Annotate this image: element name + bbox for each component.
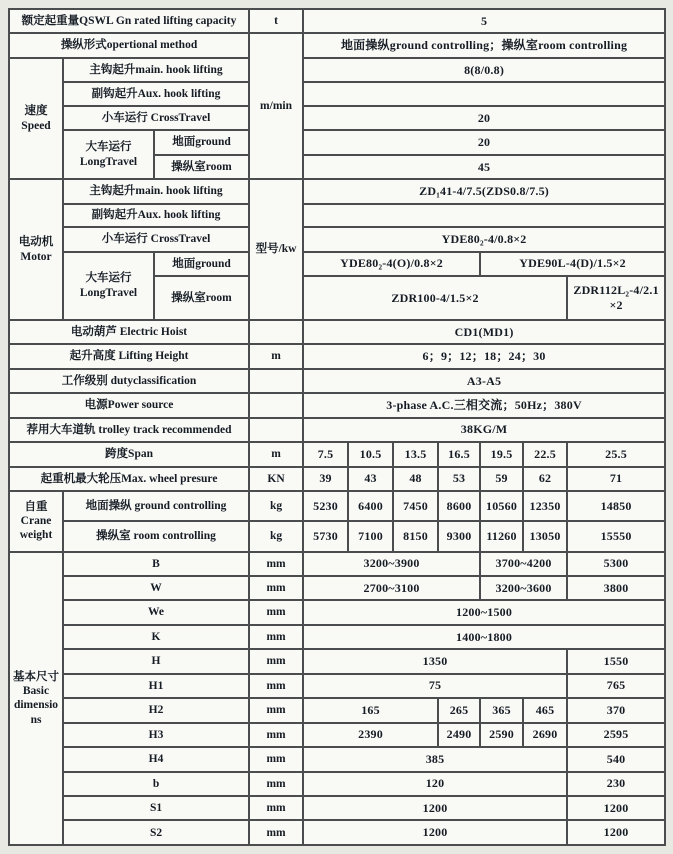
dim-H3-unit: mm xyxy=(249,723,303,747)
dim-H-name: H xyxy=(63,649,249,673)
dim-K-unit: mm xyxy=(249,625,303,649)
power-source-unit xyxy=(249,393,303,417)
electric-hoist-label: 电动葫芦 Electric Hoist xyxy=(9,320,249,344)
dim-B-name: B xyxy=(63,552,249,576)
speed-aux-hook-value xyxy=(303,82,665,106)
motor-room-value-right: ZDR112L₂-4/2.1×2 xyxy=(567,276,665,320)
speed-ground-value: 20 xyxy=(303,130,665,154)
weight-room-value: 9300 xyxy=(438,521,480,551)
crane-spec-table xyxy=(8,8,666,846)
dim-S2-value: 1200 xyxy=(303,820,567,845)
dim-K-value: 1400~1800 xyxy=(303,625,665,649)
weight-room-value: 7100 xyxy=(348,521,393,551)
wheel-pressure-label: 起重机最大轮压Max. wheel presure xyxy=(9,467,249,491)
motor-ground-value-right: YDE90L-4(D)/1.5×2 xyxy=(480,252,665,276)
dim-b-name: b xyxy=(63,772,249,796)
weight-ground-value: 12350 xyxy=(523,491,567,521)
row-motor-aux-hook xyxy=(9,204,665,228)
trolley-track-label: 荐用大车道轨 trolley track recommended xyxy=(9,418,249,442)
row-operational-method xyxy=(9,33,665,57)
dim-H-value: 1350 xyxy=(303,649,567,673)
weight-ground-unit: kg xyxy=(249,491,303,521)
motor-ground-value-left: YDE80₂-4(O)/0.8×2 xyxy=(303,252,480,276)
dim-H4-unit: mm xyxy=(249,747,303,771)
motor-cross-travel-label: 小车运行 CrossTravel xyxy=(63,227,249,251)
weight-ground-value: 8600 xyxy=(438,491,480,521)
electric-hoist-value: CD1(MD1) xyxy=(303,320,665,344)
dim-We-value: 1200~1500 xyxy=(303,600,665,624)
dim-W-unit: mm xyxy=(249,576,303,600)
dimensions-group-label: 基本尺寸 Basic dimensions xyxy=(9,552,63,845)
dim-H1-value: 765 xyxy=(567,674,665,698)
lifting-height-value: 6；9；12；18；24；30 xyxy=(303,344,665,368)
speed-main-hook-label: 主钩起升main. hook lifting xyxy=(63,58,249,82)
row-power-source xyxy=(9,393,665,417)
dim-S1-unit: mm xyxy=(249,796,303,820)
speed-group-label: 速度 Speed xyxy=(9,58,63,179)
speed-cross-travel-value: 20 xyxy=(303,106,665,130)
row-motor-cross-travel xyxy=(9,227,665,251)
motor-group-label: 电动机 Motor xyxy=(9,179,63,320)
dim-B-value: 3200~3900 xyxy=(303,552,480,576)
wheel-pressure-value: 59 xyxy=(480,467,523,491)
wheel-pressure-value: 53 xyxy=(438,467,480,491)
speed-aux-hook-label: 副钩起升Aux. hook lifting xyxy=(63,82,249,106)
dim-H1-value: 75 xyxy=(303,674,567,698)
weight-ground-label: 地面操纵 ground controlling xyxy=(63,491,249,521)
row-dim-H1 xyxy=(9,674,665,698)
dim-H3-name: H3 xyxy=(63,723,249,747)
lifting-height-label: 起升高度 Lifting Height xyxy=(9,344,249,368)
row-motor-long-ground xyxy=(9,252,665,276)
motor-aux-hook-value xyxy=(303,204,665,228)
row-dim-B xyxy=(9,552,665,576)
wheel-pressure-value: 39 xyxy=(303,467,348,491)
dim-H1-name: H1 xyxy=(63,674,249,698)
motor-aux-hook-label: 副钩起升Aux. hook lifting xyxy=(63,204,249,228)
weight-room-value: 8150 xyxy=(393,521,438,551)
dim-S1-value: 1200 xyxy=(303,796,567,820)
dim-B-value: 5300 xyxy=(567,552,665,576)
weight-room-unit: kg xyxy=(249,521,303,551)
dim-H3-value: 2590 xyxy=(480,723,523,747)
rated-capacity-unit: t xyxy=(249,9,303,33)
row-wheel-pressure xyxy=(9,467,665,491)
row-dim-H3 xyxy=(9,723,665,747)
motor-room-label: 操纵室room xyxy=(154,276,249,320)
dim-S2-name: S2 xyxy=(63,820,249,845)
electric-hoist-unit xyxy=(249,320,303,344)
weight-ground-value: 14850 xyxy=(567,491,665,521)
dim-H4-name: H4 xyxy=(63,747,249,771)
dim-B-unit: mm xyxy=(249,552,303,576)
dim-H3-value: 2490 xyxy=(438,723,480,747)
weight-ground-value: 7450 xyxy=(393,491,438,521)
dim-H4-value: 540 xyxy=(567,747,665,771)
row-dim-H4 xyxy=(9,747,665,771)
motor-main-hook-label: 主钩起升main. hook lifting xyxy=(63,179,249,203)
row-dim-We xyxy=(9,600,665,624)
speed-ground-label: 地面ground xyxy=(154,130,249,154)
span-value: 10.5 xyxy=(348,442,393,466)
span-value: 16.5 xyxy=(438,442,480,466)
dim-H2-value: 370 xyxy=(567,698,665,722)
span-label: 跨度Span xyxy=(9,442,249,466)
motor-ground-label: 地面ground xyxy=(154,252,249,276)
dim-K-name: K xyxy=(63,625,249,649)
dim-H3-value: 2390 xyxy=(303,723,438,747)
duty-classification-label: 工作级别 dutyclassification xyxy=(9,369,249,393)
row-duty-classification xyxy=(9,369,665,393)
power-source-value: 3-phase A.C.三相交流；50Hz；380V xyxy=(303,393,665,417)
dim-S2-value: 1200 xyxy=(567,820,665,845)
span-value: 22.5 xyxy=(523,442,567,466)
power-source-label: 电源Power source xyxy=(9,393,249,417)
trolley-track-value: 38KG/M xyxy=(303,418,665,442)
dim-H-unit: mm xyxy=(249,649,303,673)
row-speed-aux-hook xyxy=(9,82,665,106)
row-rated-capacity xyxy=(9,9,665,33)
row-weight-room xyxy=(9,521,665,551)
span-value: 13.5 xyxy=(393,442,438,466)
rated-capacity-value: 5 xyxy=(303,9,665,33)
speed-long-travel-label: 大车运行 LongTravel xyxy=(63,130,154,179)
wheel-pressure-value: 71 xyxy=(567,467,665,491)
wheel-pressure-unit: KN xyxy=(249,467,303,491)
dim-We-name: We xyxy=(63,600,249,624)
wheel-pressure-value: 62 xyxy=(523,467,567,491)
row-weight-ground xyxy=(9,491,665,521)
dim-H2-value: 265 xyxy=(438,698,480,722)
speed-unit: m/min xyxy=(249,33,303,179)
dim-S1-name: S1 xyxy=(63,796,249,820)
dim-H1-unit: mm xyxy=(249,674,303,698)
motor-unit: 型号/kw xyxy=(249,179,303,320)
span-unit: m xyxy=(249,442,303,466)
row-trolley-track xyxy=(9,418,665,442)
dim-H2-value: 165 xyxy=(303,698,438,722)
weight-room-value: 15550 xyxy=(567,521,665,551)
dim-H-value: 1550 xyxy=(567,649,665,673)
dim-B-value: 3700~4200 xyxy=(480,552,567,576)
motor-room-value-left: ZDR100-4/1.5×2 xyxy=(303,276,567,320)
dim-W-name: W xyxy=(63,576,249,600)
row-dim-b xyxy=(9,772,665,796)
dim-H4-value: 385 xyxy=(303,747,567,771)
row-speed-main-hook xyxy=(9,58,665,82)
weight-ground-value: 10560 xyxy=(480,491,523,521)
speed-room-value: 45 xyxy=(303,155,665,179)
dim-H3-value: 2690 xyxy=(523,723,567,747)
operational-method-value: 地面操纵ground controlling；操纵室room controlling xyxy=(303,33,665,57)
lifting-height-unit: m xyxy=(249,344,303,368)
row-dim-K xyxy=(9,625,665,649)
duty-classification-unit xyxy=(249,369,303,393)
row-dim-H2 xyxy=(9,698,665,722)
weight-room-value: 11260 xyxy=(480,521,523,551)
row-speed-long-ground xyxy=(9,130,665,154)
span-value: 25.5 xyxy=(567,442,665,466)
weight-room-value: 13050 xyxy=(523,521,567,551)
speed-room-label: 操纵室room xyxy=(154,155,249,179)
dim-H2-value: 465 xyxy=(523,698,567,722)
row-dim-H xyxy=(9,649,665,673)
speed-cross-travel-label: 小车运行 CrossTravel xyxy=(63,106,249,130)
weight-room-value: 5730 xyxy=(303,521,348,551)
speed-main-hook-value: 8(8/0.8) xyxy=(303,58,665,82)
dim-W-value: 3200~3600 xyxy=(480,576,567,600)
rated-capacity-label: 额定起重量QSWL Gn rated lifting capacity xyxy=(9,9,249,33)
wheel-pressure-value: 48 xyxy=(393,467,438,491)
weight-ground-value: 5230 xyxy=(303,491,348,521)
row-dim-W xyxy=(9,576,665,600)
row-electric-hoist xyxy=(9,320,665,344)
dim-S1-value: 1200 xyxy=(567,796,665,820)
span-value: 7.5 xyxy=(303,442,348,466)
row-dim-S2 xyxy=(9,820,665,845)
weight-room-label: 操纵室 room controlling xyxy=(63,521,249,551)
duty-classification-value: A3-A5 xyxy=(303,369,665,393)
motor-main-hook-value: ZD₁41-4/7.5(ZDS0.8/7.5) xyxy=(303,179,665,203)
dim-H2-unit: mm xyxy=(249,698,303,722)
row-lifting-height xyxy=(9,344,665,368)
dim-H3-value: 2595 xyxy=(567,723,665,747)
dim-b-value: 230 xyxy=(567,772,665,796)
dim-W-value: 2700~3100 xyxy=(303,576,480,600)
trolley-track-unit xyxy=(249,418,303,442)
span-value: 19.5 xyxy=(480,442,523,466)
row-span xyxy=(9,442,665,466)
dim-We-unit: mm xyxy=(249,600,303,624)
dim-b-unit: mm xyxy=(249,772,303,796)
motor-long-travel-label: 大车运行 LongTravel xyxy=(63,252,154,320)
row-speed-cross-travel xyxy=(9,106,665,130)
row-dim-S1 xyxy=(9,796,665,820)
dim-S2-unit: mm xyxy=(249,820,303,845)
dim-H2-name: H2 xyxy=(63,698,249,722)
dim-H2-value: 365 xyxy=(480,698,523,722)
motor-cross-travel-value: YDE80₂-4/0.8×2 xyxy=(303,227,665,251)
crane-weight-group-label: 自重 Crane weight xyxy=(9,491,63,552)
wheel-pressure-value: 43 xyxy=(348,467,393,491)
dim-W-value: 3800 xyxy=(567,576,665,600)
dim-b-value: 120 xyxy=(303,772,567,796)
weight-ground-value: 6400 xyxy=(348,491,393,521)
operational-method-label: 操纵形式opertional method xyxy=(9,33,249,57)
row-motor-main-hook xyxy=(9,179,665,203)
